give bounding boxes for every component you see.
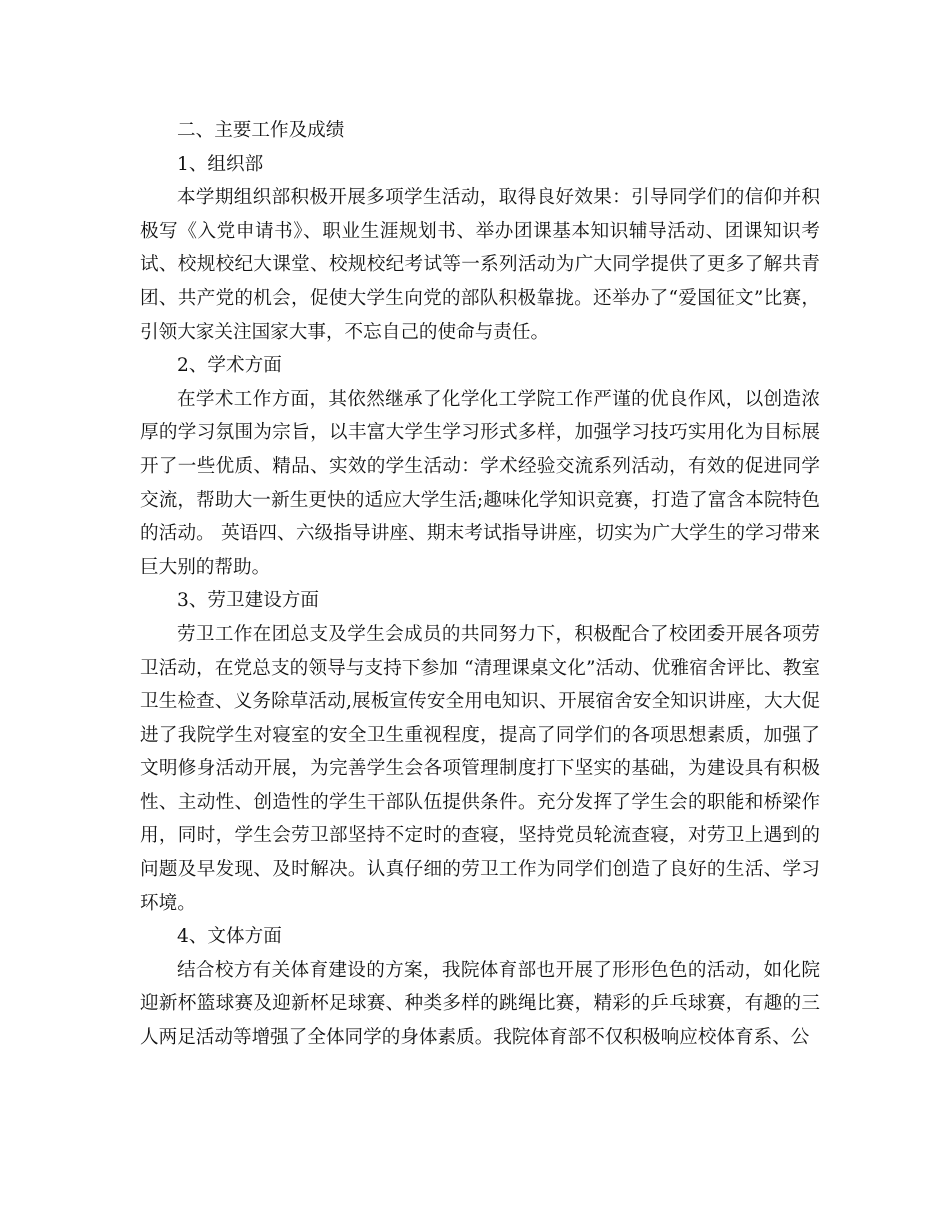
paragraph-academic: 在学术工作方面，其依然继承了化学化工学院工作严谨的优良作风，以创造浓厚的学习氛围为宗旨，以丰富大学生学习形式多样，加强学习技巧实用化为目标展开了一些优质、精品、实效的学生活动：学术经验交流系列活动，有效的促进同学交流，帮助大一新生更快的适应大学生活;趣味化学知识竞赛，打造了富含本院特色的活动。 英语四、六级指导讲座、期末考试指导讲座，切实为广大学生的学习带来巨大别的帮助。 — [140, 388, 820, 578]
subsection-heading-organization: 1、组织部 — [177, 153, 264, 175]
section-title: 二、主要工作及成绩 — [177, 120, 345, 141]
subsection-heading-hygiene: 3、劳卫建设方面 — [177, 590, 319, 612]
subsection-heading-academic: 2、学术方面 — [177, 355, 282, 377]
paragraph-sports: 结合校方有关体育建设的方案，我院体育部也开展了形形色色的活动，如化院迎新杯篮球赛及迎新杯足球赛、种类多样的跳绳比赛，精彩的乒乓球赛，有趣的三人两足活动等增强了全体同学的身体素质。我院体育部不仅积极响应校体育系、公 — [140, 959, 820, 1049]
subsection-heading-sports: 4、文体方面 — [177, 926, 282, 948]
paragraph-hygiene: 劳卫工作在团总支及学生会成员的共同努力下，积极配合了校团委开展各项劳卫活动，在党总支的领导与支持下参加 “清理课桌文化”活动、优雅宿舍评比、教室卫生检查、义务除草活动,展板宣传安全用电知识、开展宿舍安全知识讲座，大大促进了我院学生对寝室的安全卫生重视程度，提高了同学们的各项思想素质，加强了文明修身活动开展，为完善学生会各项管理制度打下坚实的基础，为建设具有积极性、主动性、创造性的学生干部队伍提供条件。充分发挥了学生会的职能和桥梁作用，同时，学生会劳卫部坚持不定时的查寝，坚持党员轮流查寝，对劳卫上遇到的问题及早发现、及时解决。认真仔细的劳卫工作为同学们创造了良好的生活、学习环境。 — [140, 623, 820, 914]
document-body — [140, 114, 820, 1055]
paragraph-organization: 本学期组织部积极开展多项学生活动，取得良好效果：引导同学们的信仰并积极写《入党申请书》、职业生涯规划书、举办团课基本知识辅导活动、团课知识考试、校规校纪大课堂、校规校纪考试等一系列活动为广大同学提供了更多了解共青团、共产党的机会，促使大学生向党的部队积极靠拢。还举办了“爱国征文”比赛，引领大家关注国家大事，不忘自己的使命与责任。 — [140, 187, 820, 343]
